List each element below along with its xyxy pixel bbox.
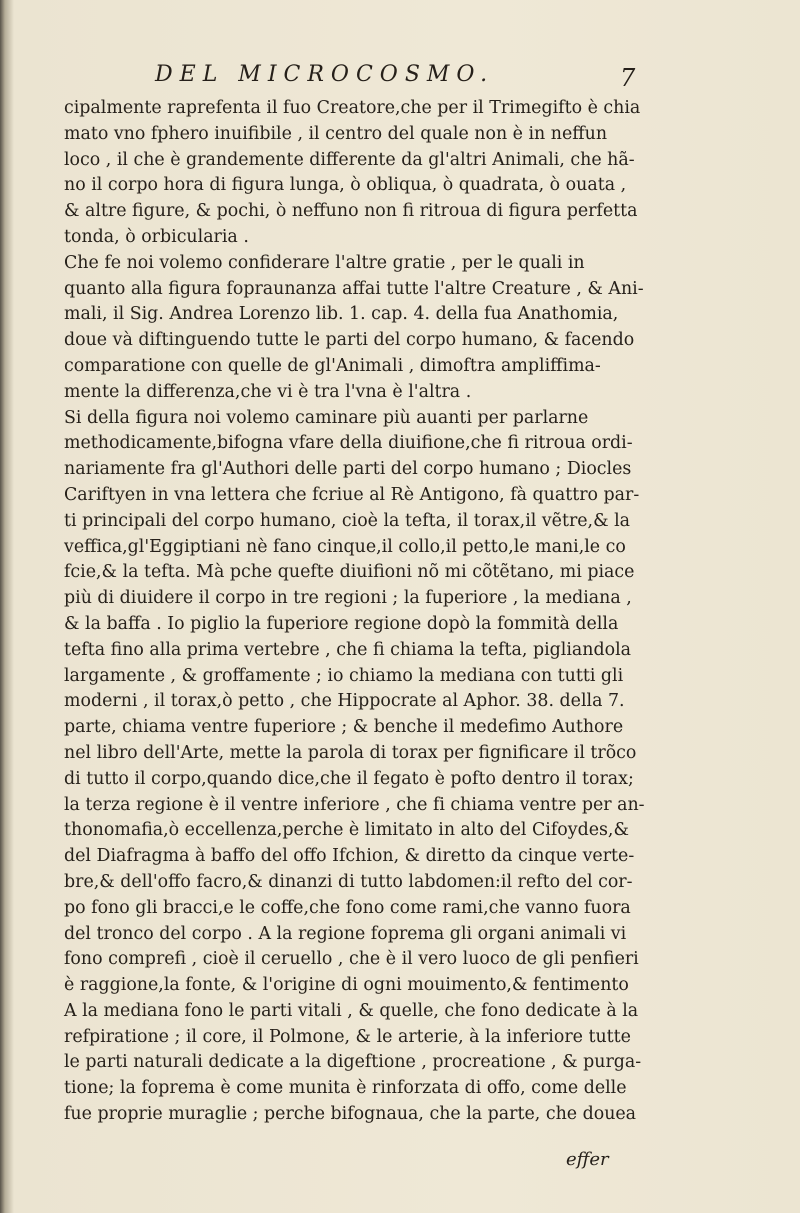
page-header [155,62,635,92]
text-line: fue proprie muraglie ; perche bifognaua, che la parte, che douea [64,1104,637,1125]
text-line: nel libro dell'Arte, mette la parola di torax per fignificare il trõco [64,742,637,763]
text-line: del tronco del corpo . A la regione foprema gli organi animali vi [64,923,627,944]
text-line: comparatione con quelle de gl'Animali , dimoftra ampliffima- [64,355,601,376]
text-line: quanto alla figura fopraunanza affai tutte l'altre Creature , & Ani- [64,278,644,299]
text-line: largamente , & groffamente ; io chiamo la mediana con tutti gli [64,665,624,686]
text-line: tefta fino alla prima vertebre , che fi chiama la tefta, pigliandola [64,639,631,660]
text-line: thonomafia,ò eccellenza,perche è limitato in alto del Cifoydes,& [64,820,629,841]
text-line: no il corpo hora di figura lunga, ò obliqua, ò quadrata, ò ouata , [64,175,627,196]
running-head: DEL MICROCOSMO. [155,62,495,87]
text-line: & la baffa . Io piglio la fuperiore regione dopò la fommità della [64,613,619,634]
catchword: effer [566,1149,609,1170]
text-line: la terza regione è il ventre inferiore , che fi chiama ventre per an- [64,794,645,815]
text-line: A la mediana fono le parti vitali , & quelle, che fono dedicate à la [64,1000,639,1021]
page-number: 7 [620,64,636,92]
text-line: del Diafragma à baffo del offo Ifchion, & diretto da cinque verte- [64,846,635,867]
text-line: methodicamente,bifogna vfare della diuifione,che fi ritroua ordi- [64,433,633,454]
text-line: di tutto il corpo,quando dice,che il fegato è pofto dentro il torax; [64,768,634,789]
text-line: mente la differenza,che vi è tra l'vna è l'altra . [64,381,472,402]
text-line: è raggione,la fonte, & l'origine di ogni mouimento,& fentimento [64,975,629,996]
text-line: cipalmente raprefenta il fuo Creatore,che per il Trimegifto è chia [64,98,641,118]
text-line: mali, il Sig. Andrea Lorenzo lib. 1. cap. 4. della fua Anathomia, [64,304,619,325]
text-line: doue và diftinguendo tutte le parti del corpo humano, & facendo [64,330,635,351]
text-line: fcie,& la tefta. Mà pche quefte diuifioni nõ mi cõtẽtano, mi piace [64,562,635,583]
text-line: moderni , il torax,ò petto , che Hippocrate al Aphor. 38. della 7. [64,691,625,712]
text-line: loco , il che è grandemente differente da gl'altri Animali, che hã- [64,149,635,170]
text-line: veffica,gl'Eggiptiani nè fano cinque,il collo,il petto,le mani,le co [64,536,626,557]
text-line: le parti naturali dedicate a la digeftione , procreatione , & purga- [64,1052,642,1073]
text-line: refpiratione ; il core, il Polmone, & le arterie, à la inferiore tutte [64,1026,631,1047]
text-line: fono comprefi , cioè il ceruello , che è il vero luoco de gli penfieri [64,949,639,970]
text-line: po fono gli bracci,e le coffe,che fono come rami,che vanno fuora [64,897,631,918]
text-line: ti principali del corpo humano, cioè la tefta, il torax,il vẽtre,& la [64,510,631,531]
body-text [64,96,644,1128]
text-line: Che fe noi volemo confiderare l'altre gratie , per le quali in [64,252,585,273]
text-line: & altre figure, & pochi, ò neffuno non fi ritroua di figura perfetta [64,201,638,222]
text-line: tione; la foprema è come munita è rinforzata di offo, come delle [64,1078,627,1099]
text-line: mato vno fphero inuifibile , il centro del quale non è in neffun [64,123,608,144]
text-line: parte, chiama ventre fuperiore ; & benche il medefimo Authore [64,717,624,738]
text-line: tonda, ò orbicularia . [64,226,249,247]
text-line: bre,& dell'offo facro,& dinanzi di tutto labdomen:il refto del cor- [64,871,633,892]
text-line: nariamente fra gl'Authori delle parti del corpo humano ; Diocles [64,459,632,480]
text-line: Si della figura noi volemo caminare più auanti per parlarne [64,407,589,428]
text-line: Cariftyen in vna lettera che fcriue al Rè Antigono, fà quattro par- [64,484,640,505]
text-line: più di diuidere il corpo in tre regioni ; la fuperiore , la mediana , [64,588,632,609]
